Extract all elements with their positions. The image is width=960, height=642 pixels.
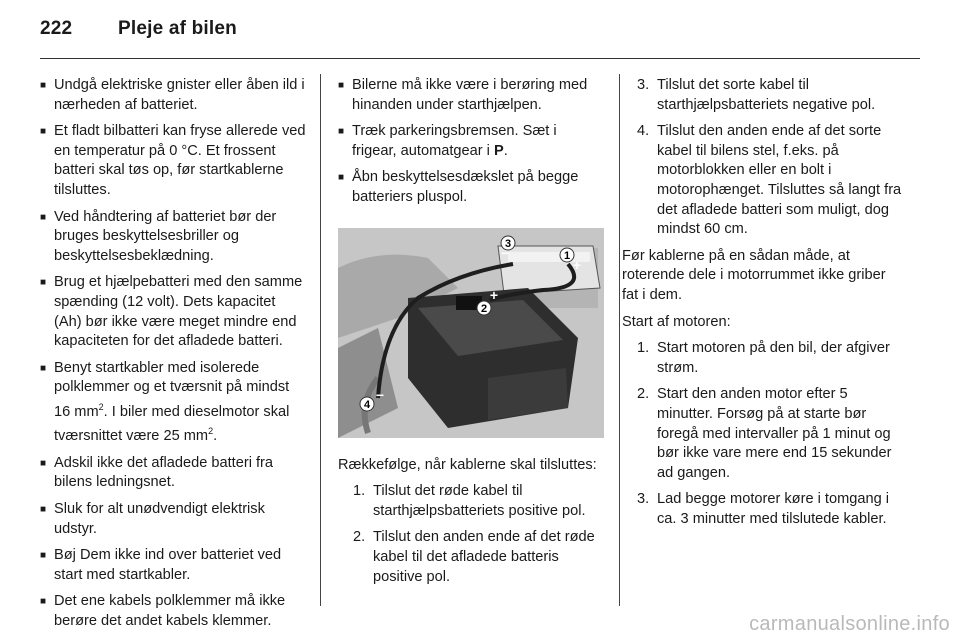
engine-bay-illustration [338,228,604,438]
bullet-icon: ■ [338,172,345,184]
list-item: ■ Ved håndtering af batteriet bør der bruges beskyttelsesbriller og beskyttelsesbeklædning. [40,208,306,267]
paragraph: Start af motoren: [622,313,731,330]
list-item: ■ Åbn beskyttelsesdækslet på begge batteriers pluspol. [338,168,604,207]
battery-jump-diagram [338,228,604,438]
column-divider [619,74,620,606]
list-item: 1. Start motoren på den bil, der afgiver strøm. [637,340,890,376]
plus-sign-1: + [572,256,582,273]
bullet-icon: ■ [40,504,47,515]
list-item: ■ Et fladt bilbatteri kan fryse allerede ved en temperatur på 0 °C. Et frossent batteri skal tøs op, før startkablerne tilsluttes. [40,122,306,200]
list-item: 4. Tilslut den anden ende af det sorte kabel til bilens stel, f.eks. på motorblokken eller en bolt i motorophænget. Tilsluttes så langt fra det afladede batteri som muligt, dog mindst 60 cm. [637,123,902,238]
label-2: 2 [480,302,488,315]
label-1: 1 [563,249,571,262]
list-item: ■ Det ene kabels polklemmer må ikke berøre det andet kabels klemmer. [40,592,306,631]
column-divider [320,74,321,606]
column-right [622,76,904,536]
list-item: ■ Undgå elektriske gnister eller åben ild i nærheden af batteriet. [40,76,306,115]
list-item: ■ Adskil ikke det afladede batteri fra bilens ledningsnet. [40,454,306,493]
bullet-icon: ■ [338,80,345,91]
bullet-icon: ■ [40,277,47,289]
page-title: Pleje af bilen [118,18,237,39]
page-header [40,18,237,40]
sequence-intro: Rækkefølge, når kablerne skal tilsluttes: [338,456,597,473]
column-left [40,76,306,639]
label-3: 3 [504,237,512,250]
bullet-icon: ■ [40,211,47,223]
list-item: 1. Tilslut det røde kabel til starthjælpsbatteriets positive pol. [353,483,586,519]
list-item: ■ Bilerne må ikke være i berøring med hinanden under starthjælpen. [338,76,604,115]
bullet-icon: ■ [338,126,345,138]
paragraph: Før kablerne på en sådan måde, at roterende dele i motorrummet ikke griber fat i dem. [622,247,886,303]
list-item: ■ Benyt startkabler med isolerede polklemmer og et tværsnit på mindst 16 $mm^2$. I biler med dieselmotor skal tværsnittet være 25 $mm^2$. [40,359,306,447]
list-item: 3. Lad begge motorer køre i tomgang i ca. 3 minutter med tilslutede kabler. [637,491,890,527]
column-middle [338,76,604,594]
minus-sign-3: − [500,244,510,261]
list-item: 3. Tilslut det sorte kabel til starthjælpsbatteriets negative pol. [637,77,876,113]
header-rule [40,58,920,59]
watermark: carmanualsonline.info [749,613,950,635]
bullet-icon: ■ [40,80,47,91]
list-item: ■ Træk parkeringsbremsen. Sæt i frigear, automatgear i P. [338,122,604,161]
bullet-icon: ■ [40,126,47,138]
list-item: 2. Tilslut den anden ende af det røde kabel til det afladede batteris positive pol. [353,529,595,585]
bullet-icon: ■ [40,550,47,562]
label-4: 4 [363,398,371,411]
list-item: 2. Start den anden motor efter 5 minutter. Forsøg på at starte bør foregå med intervaller på 1 minut og bør ikke vare mere end 15 sekunder ad gangen. [637,386,892,481]
page-number: 222 [40,18,73,39]
bullet-icon: ■ [40,596,47,608]
list-item: ■ Brug et hjælpebatteri med den samme spænding (12 volt). Dets kapacitet (Ah) bør ikke være meget mindre end kapaciteten for det afladede batteri. [40,273,306,351]
bullet-icon: ■ [40,362,47,374]
list-item: ■ Sluk for alt unødvendigt elektrisk udstyr. [40,500,306,539]
plus-sign-2: + [489,286,499,303]
list-item: ■ Bøj Dem ikke ind over batteriet ved start med startkabler. [40,546,306,585]
minus-sign-4: − [375,386,385,403]
bullet-icon: ■ [40,457,47,469]
